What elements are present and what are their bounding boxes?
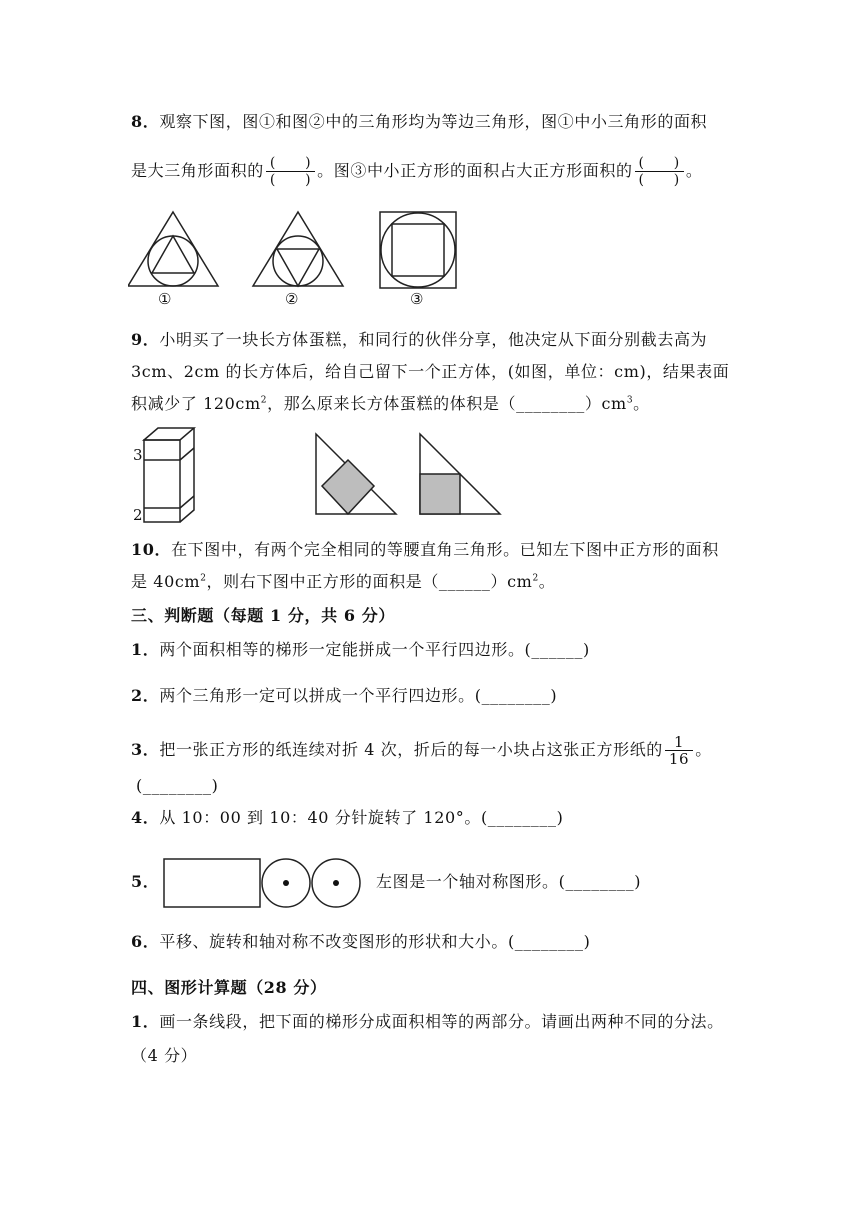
- q9-text3c: 。: [633, 394, 650, 413]
- s3-item-2[interactable]: [131, 684, 557, 708]
- section3-title: 三、判断题（每题 1 分，共 6 分）: [131, 606, 395, 625]
- q10-sup-a: 2: [200, 573, 207, 584]
- q8-blank2-den: ( ): [638, 172, 680, 188]
- q9-dim-3: 3: [133, 446, 143, 464]
- s3-item-3[interactable]: [131, 734, 712, 767]
- q8-fig-label-1: ①: [158, 290, 172, 308]
- q10-text2a: 是 40cm: [131, 572, 201, 591]
- q9-dim-2: 2: [133, 506, 143, 524]
- q10-number: 10．: [131, 540, 172, 559]
- figure-1-triangle-circle: [128, 212, 218, 286]
- q8-text2a: 是大三角形面积的: [131, 161, 264, 180]
- q8-number: 8．: [131, 112, 160, 131]
- q8-text2c: 。: [685, 161, 703, 180]
- s4-q1-num: 1．: [131, 1012, 160, 1031]
- q8-blank2-num: ( ): [635, 155, 684, 172]
- q9-line2: [131, 360, 729, 384]
- q9-text3b[interactable]: ，那么原来长方体蛋糕的体积是（________）cm: [267, 394, 627, 413]
- s3-item-3-text: 把一张正方形的纸连续对折 4 次，折后的每一小块占这张正方形纸的: [159, 740, 663, 759]
- s4-q1-line2: （4 分）: [131, 1046, 198, 1065]
- s3-item-6-num: 6．: [131, 932, 160, 951]
- s3-item-6-text: 平移、旋转和轴对称不改变图形的形状和大小。(________): [159, 932, 591, 951]
- q8-blank1-num: ( ): [266, 155, 315, 172]
- s4-q1-text: 画一条线段，把下面的梯形分成面积相等的两部分。请画出两种不同的分法。: [159, 1012, 724, 1031]
- figure-2-triangle-circle: [253, 212, 343, 286]
- s3-item-6[interactable]: [131, 930, 590, 954]
- q8-fraction-blank-2[interactable]: [635, 155, 684, 188]
- q10-line2: [131, 570, 555, 594]
- right-triangle-inscribed-square: [420, 434, 500, 514]
- left-triangle-inscribed-square: [316, 434, 396, 514]
- q8-line1: [131, 110, 707, 134]
- q8-fig-label-2: ②: [285, 290, 299, 308]
- q10-text2b[interactable]: ，则右下图中正方形的面积是（______）cm: [206, 572, 533, 591]
- s3-item-4[interactable]: [131, 806, 563, 830]
- q9-sup-3: 3: [626, 395, 634, 406]
- s3-item-2-num: 2．: [131, 686, 160, 705]
- s3-item-5-text[interactable]: 左图是一个轴对称图形。(________): [376, 872, 642, 891]
- rectangle-shape: [164, 859, 260, 907]
- q9-sup-2: 2: [260, 395, 268, 406]
- s3-item-5-num: 5．: [131, 872, 160, 891]
- s3-item-3-blank[interactable]: (________): [136, 776, 219, 795]
- frac-den-16: 16: [668, 750, 690, 768]
- q10-sup-b: 2: [532, 573, 539, 584]
- s3-item-1-num: 1．: [131, 640, 160, 659]
- q9-line1: [131, 328, 707, 352]
- q8-text1: 观察下图，图①和图②中的三角形均为等边三角形，图①中小三角形的面积: [159, 112, 708, 131]
- q10-triangles-figure: [312, 430, 504, 518]
- q8-blank1-den: ( ): [269, 172, 312, 188]
- q10-text1: 在下图中，有两个完全相同的等腰直角三角形。已知左下图中正方形的面积: [171, 540, 719, 559]
- s3-item-3-num: 3．: [131, 740, 160, 759]
- q10-text2c: 。: [538, 572, 556, 591]
- s3-item-3-fraction: [665, 734, 693, 767]
- q8-fig-label-3: ③: [410, 290, 424, 308]
- q9-number: 9．: [131, 330, 160, 349]
- q9-line3: [131, 392, 650, 416]
- q9-text2: 3cm、2cm 的长方体后，给自己留下一个正方体，(如图，单位：cm)，结果表面: [131, 362, 730, 381]
- section4-title: 四、图形计算题（28 分）: [131, 978, 327, 997]
- s3-item-4-text: 从 10：00 到 10：40 分针旋转了 120°。(________): [159, 808, 564, 827]
- q10-line1: [131, 538, 719, 562]
- s3-item-4-num: 4．: [131, 808, 160, 827]
- s3-item-1-text: 两个面积相等的梯形一定能拼成一个平行四边形。(______): [159, 640, 590, 659]
- q8-text2b: 。图③中小正方形的面积占大正方形面积的: [317, 161, 633, 180]
- s4-q1-line1: [131, 1010, 724, 1034]
- q9-text1: 小明买了一块长方体蛋糕，和同行的伙伴分享，他决定从下面分别截去高为: [159, 330, 708, 349]
- q9-text3a: 积减少了 120cm: [131, 394, 261, 413]
- figure-3-square-circle: [380, 212, 456, 288]
- s3-item-5-figure: [162, 856, 366, 910]
- frac-num-1: 1: [665, 734, 693, 751]
- s3-item-1[interactable]: [131, 638, 590, 662]
- s3-item-2-text: 两个三角形一定可以拼成一个平行四边形。(________): [159, 686, 558, 705]
- q8-fraction-blank-1[interactable]: [266, 155, 315, 188]
- s3-item-3-tail: 。: [695, 740, 712, 759]
- q8-line2: [131, 155, 702, 188]
